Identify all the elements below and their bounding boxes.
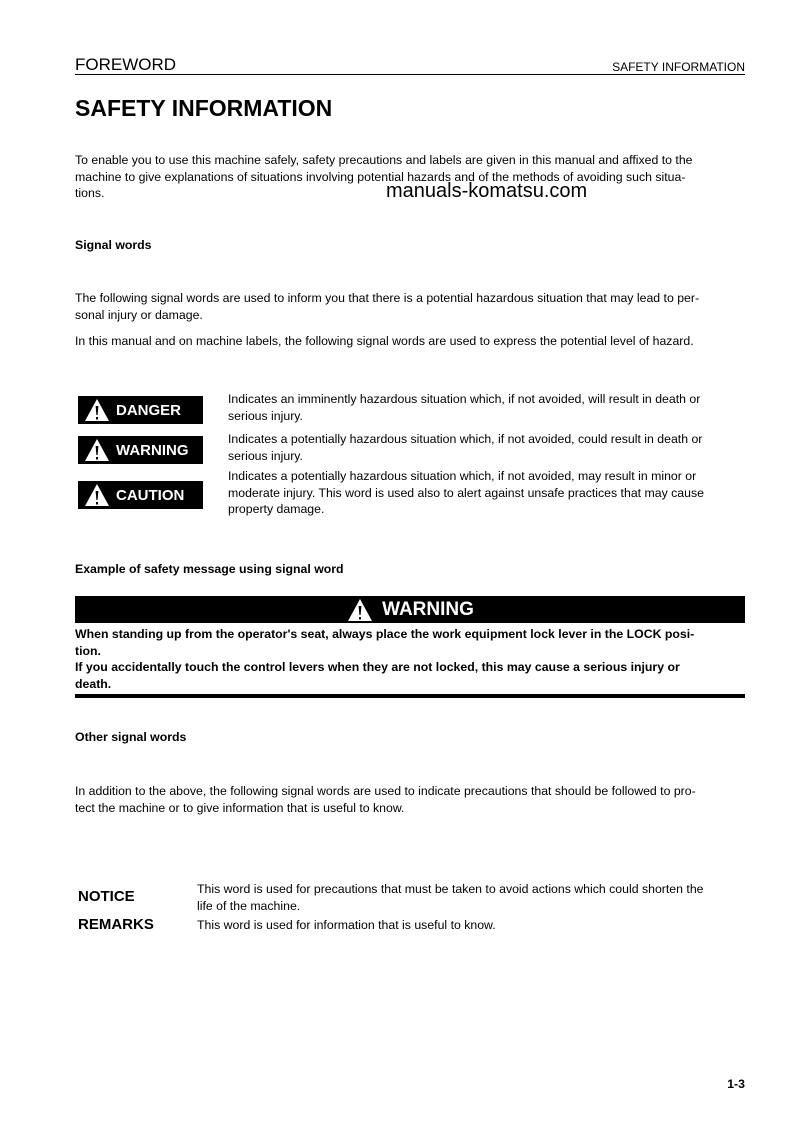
notice-label: NOTICE <box>78 888 135 905</box>
remarks-description <box>197 917 496 934</box>
text-line: tect the machine or to give information that is useful to know. <box>75 800 405 815</box>
text-line: serious injury. <box>228 408 303 423</box>
other-heading: Other signal words <box>75 730 187 744</box>
danger-text: DANGER <box>116 401 182 419</box>
text-line: Indicates a potentially hazardous situation which, if not avoided, may result in minor or <box>228 469 697 483</box>
signal-words-paragraph <box>75 290 699 323</box>
text-line: moderate injury. This word is used also to alert against unsafe practices that may cause <box>228 485 704 500</box>
warning-triangle-icon <box>84 398 110 422</box>
warning-banner <box>75 596 745 623</box>
remarks-label: REMARKS <box>78 916 154 933</box>
text-line: The following signal words are used to inform you that there is a potential hazardous situation that may lead to per- <box>75 291 700 305</box>
text-line: This word is used for precautions that must be taken to avoid actions which could shorten the <box>197 882 704 896</box>
text-line: This word is used for information that is useful to know. <box>197 918 496 932</box>
caution-description <box>228 468 748 518</box>
header-section: FOREWORD <box>75 55 177 74</box>
text-line: tions. <box>75 186 105 200</box>
other-paragraph <box>75 783 696 816</box>
example-heading: Example of safety message using signal word <box>75 562 344 576</box>
danger-description <box>228 391 748 424</box>
page-number: 1-3 <box>727 1077 745 1091</box>
text-line: property damage. <box>228 502 325 516</box>
page-title: SAFETY INFORMATION <box>75 95 333 121</box>
intro-paragraph <box>75 152 693 202</box>
text-line: death. <box>75 676 112 691</box>
caution-text: CAUTION <box>116 486 185 504</box>
text-line: serious injury. <box>228 448 303 463</box>
text-line: tion. <box>75 643 101 658</box>
text-line: To enable you to use this machine safely, safety precautions and labels are given in this manual and affixed to the <box>75 153 693 167</box>
header-divider <box>75 74 745 75</box>
text-line: When standing up from the operator's seat, always place the work equipment lock lever in the LOCK posi- <box>75 627 695 641</box>
warning-triangle-icon <box>346 598 374 622</box>
signal-words-paragraph-2: In this manual and on machine labels, the following signal words are used to express the potential level of hazard. <box>75 334 694 348</box>
text-line: life of the machine. <box>197 898 301 913</box>
warning-triangle-icon <box>84 438 110 462</box>
warning-text: WARNING <box>116 441 189 459</box>
text-line: Indicates an imminently hazardous situation which, if not avoided, will result in death or <box>228 392 701 406</box>
notice-description <box>197 881 704 914</box>
warning-label <box>78 436 203 464</box>
text-line: Indicates a potentially hazardous situation which, if not avoided, could result in death or <box>228 432 703 446</box>
text-line: machine to give explanations of situations involving potential hazards and of the methods of avoiding such situa- <box>75 169 686 184</box>
text-line: In addition to the above, the following signal words are used to indicate precautions that should be followed to pro- <box>75 784 696 798</box>
example-divider <box>75 694 745 698</box>
text-line: sonal injury or damage. <box>75 307 203 322</box>
text-line: If you accidentally touch the control levers when they are not locked, this may cause a serious injury or <box>75 660 680 674</box>
watermark: manuals-komatsu.com <box>386 180 588 202</box>
warning-description <box>228 431 748 464</box>
warning-banner-text: WARNING <box>382 598 474 620</box>
header-chapter: SAFETY INFORMATION <box>612 60 745 74</box>
warning-triangle-icon <box>84 483 110 507</box>
danger-label <box>78 396 203 424</box>
signal-words-heading: Signal words <box>75 238 152 252</box>
example-message <box>75 626 694 692</box>
caution-label <box>78 481 203 509</box>
